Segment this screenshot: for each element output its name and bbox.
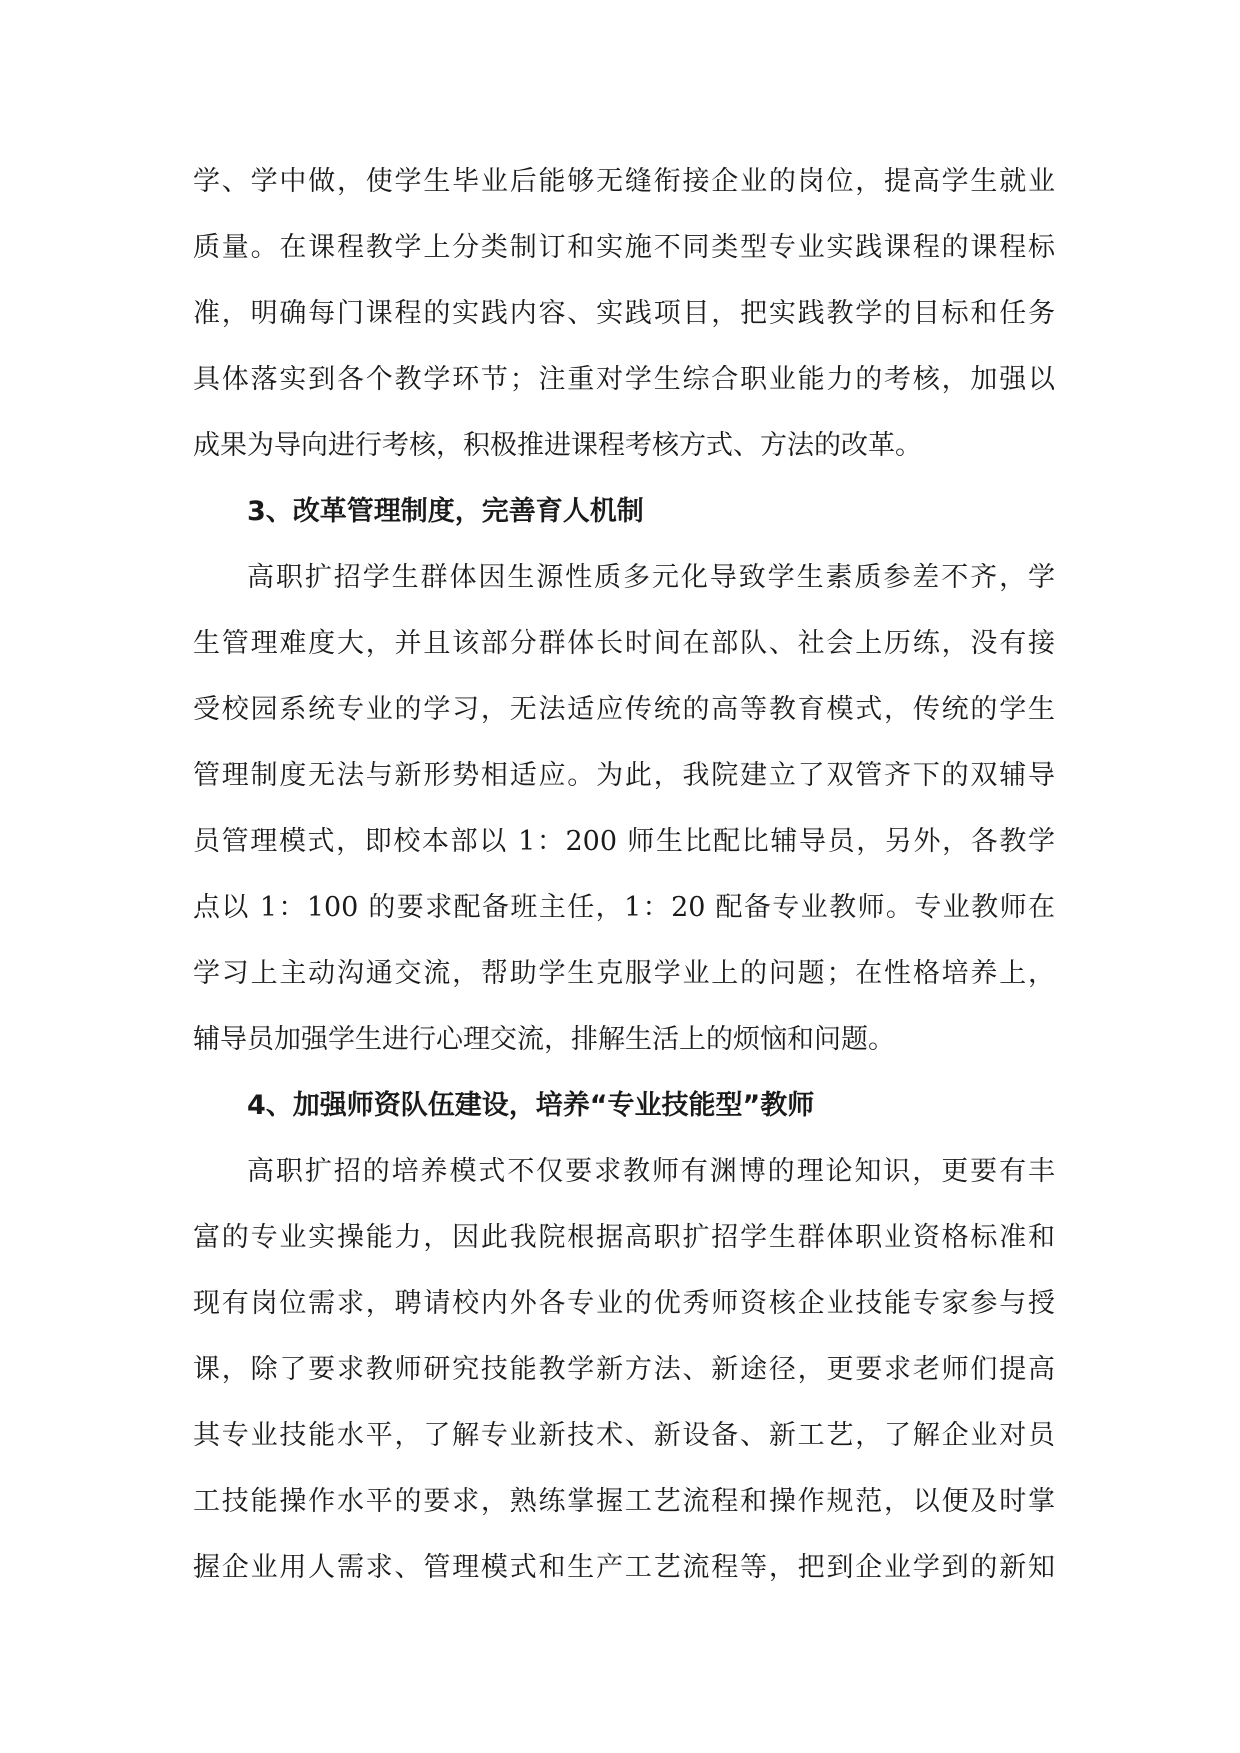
- text-line: 工技能操作水平的要求，熟练掌握工艺流程和操作规范，以便及时掌: [193, 1486, 1055, 1517]
- text-line: 握企业用人需求、管理模式和生产工艺流程等，把到企业学到的新知: [193, 1552, 1055, 1583]
- text-line: 员管理模式，即校本部以 1：200 师生比配比辅导员，另外，各教学: [193, 826, 1055, 857]
- section-heading-4: 4、加强师资队伍建设，培养“专业技能型”教师: [247, 1090, 815, 1121]
- text-line: 具体落实到各个教学环节；注重对学生综合职业能力的考核，加强以: [193, 364, 1055, 395]
- text-line: 高职扩招的培养模式不仅要求教师有渊博的理论知识，更要有丰: [247, 1156, 1055, 1187]
- text-line: 课，除了要求教师研究技能教学新方法、新途径，更要求老师们提高: [193, 1354, 1055, 1385]
- paragraph-1: [193, 162, 1055, 492]
- text-line: 其专业技能水平，了解专业新技术、新设备、新工艺，了解企业对员: [193, 1420, 1055, 1451]
- text-line: 点以 1：100 的要求配备班主任，1：20 配备专业教师。专业教师在: [193, 892, 1055, 923]
- text-line: 高职扩招学生群体因生源性质多元化导致学生素质参差不齐，学: [247, 562, 1055, 593]
- section-heading-3: 3、改革管理制度，完善育人机制: [247, 496, 644, 527]
- text-line: 质量。在课程教学上分类制订和实施不同类型专业实践课程的课程标: [193, 232, 1055, 263]
- paragraph-3: [193, 1152, 1055, 1614]
- text-line: 富的专业实操能力，因此我院根据高职扩招学生群体职业资格标准和: [193, 1222, 1055, 1253]
- paragraph-2: [193, 558, 1055, 1086]
- text-line: 受校园系统专业的学习，无法适应传统的高等教育模式，传统的学生: [193, 694, 1055, 725]
- text-line: 现有岗位需求，聘请校内外各专业的优秀师资核企业技能专家参与授: [193, 1288, 1055, 1319]
- document-page: [193, 162, 1055, 1614]
- text-line: 成果为导向进行考核，积极推进课程考核方式、方法的改革。: [193, 430, 922, 461]
- text-line: 管理制度无法与新形势相适应。为此，我院建立了双管齐下的双辅导: [193, 760, 1055, 791]
- text-line: 准，明确每门课程的实践内容、实践项目，把实践教学的目标和任务: [193, 298, 1055, 329]
- text-line: 生管理难度大，并且该部分群体长时间在部队、社会上历练，没有接: [193, 628, 1055, 659]
- text-line: 辅导员加强学生进行心理交流，排解生活上的烦恼和问题。: [193, 1024, 895, 1055]
- text-line: 学习上主动沟通交流，帮助学生克服学业上的问题；在性格培养上，: [193, 958, 1055, 989]
- text-line: 学、学中做，使学生毕业后能够无缝衔接企业的岗位，提高学生就业: [193, 166, 1055, 197]
